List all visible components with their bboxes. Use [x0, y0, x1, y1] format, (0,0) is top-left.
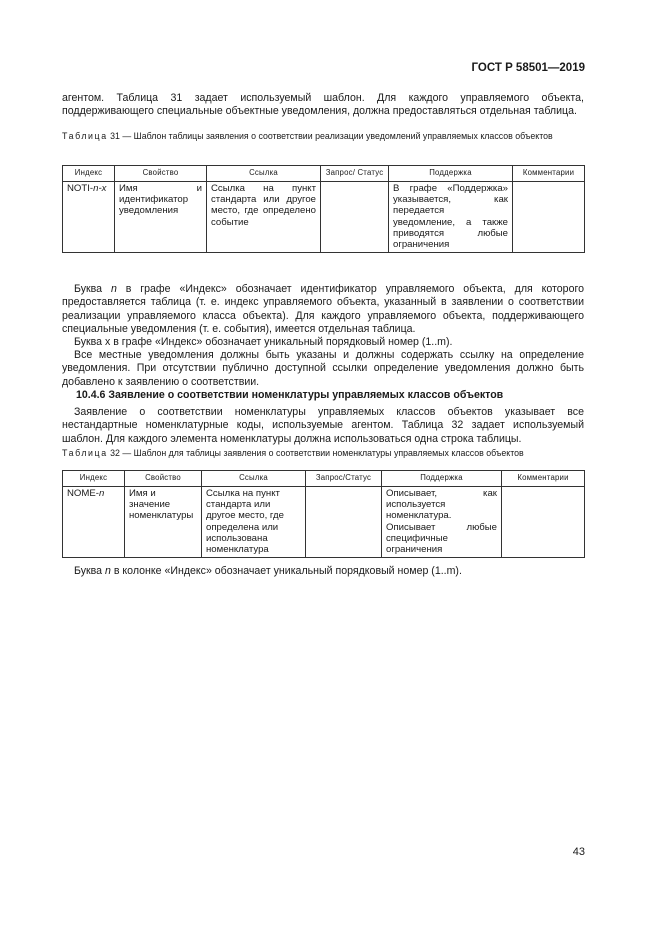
standard-code: ГОСТ Р 58501—2019 [471, 62, 585, 74]
paragraph-local-notifications: Все местные уведомления должны быть указаны и должны содержать ссылку на определение уведомления. При отсутствии публично доступной ссылки определение уведомления должно быть добавлено к заявлению о соответствии. [62, 349, 584, 388]
table31-cell-support: В графе «Поддержка» указывается, как передается уведомление, а также приводятся любые ограничения [389, 182, 513, 253]
table32-col-status: Запрос/Статус [306, 471, 382, 487]
table31-cell-reference: Ссылка на пункт стандарта или другое место, где определено событие [207, 182, 321, 253]
table31-cell-index [63, 182, 115, 253]
table32-col-comments: Комментарии [502, 471, 585, 487]
table31-caption [62, 131, 584, 142]
table31-header-row [63, 166, 585, 182]
table32-caption-text: 32 — Шаблон для таблицы заявления о соответствии номенклатуры управляемых классов объектов [110, 448, 524, 458]
table31-col-support: Поддержка [389, 166, 513, 182]
table32-header-row [63, 471, 585, 487]
final-before: Буква [74, 565, 105, 577]
section-heading: 10.4.6 Заявление о соответствии номенклатуры управляемых классов объектов [76, 389, 504, 401]
table-row [63, 487, 585, 558]
table31-col-index: Индекс [63, 166, 115, 182]
paragraph-x-index: Буква x в графе «Индекс» обозначает уникальный порядковый номер (1..m). [74, 336, 453, 348]
table32-cell-comments [502, 487, 585, 558]
table31-col-status: Запрос/ Статус [321, 166, 389, 182]
table32-col-index: Индекс [63, 471, 125, 487]
p1-before: Буква [74, 283, 111, 295]
page-number: 43 [572, 846, 585, 858]
intro-paragraph: агентом. Таблица 31 задает используемый шаблон. Для каждого управляемого объекта, поддерживающего специальные объектные уведомления, должна предоставляться отдельная таблица. [62, 92, 584, 118]
table31-cell-comments [513, 182, 585, 253]
table32-caption [62, 448, 584, 459]
table31 [62, 165, 585, 253]
p1-letter: n [110, 283, 117, 295]
table31-cell-property: Имя и идентификатор уведомления [115, 182, 207, 253]
section-paragraph: Заявление о соответствии номенклатуры управляемых классов объектов указывает все нестандартные номенклатурные коды, используемые агентом. Таблица 32 задает используемый шаблон. Для каждого элемента номенклатуры должна использоваться одна строка таблицы. [62, 406, 584, 445]
index-suffix: n [98, 488, 105, 499]
table32-col-support: Поддержка [382, 471, 502, 487]
table32-cell-status [306, 487, 382, 558]
table32-cell-property: Имя и значение номенклатуры [125, 487, 202, 558]
final-paragraph [62, 565, 584, 578]
p1-after: в графе «Индекс» обозначает идентификатор управляемого объекта, для которого предоставляется таблица (т. е. индекс управляемого объекта, указанный в заявлении о соответствии реализации управляемого класса объекта). Для каждого управляемого объекта, поддерживающего специальные уведомления (т. е. события), имеется отдельная таблица. [62, 283, 584, 335]
table32-cell-support: Описывает, как используется номенклатура. Описывает любые специфичные ограничения [382, 487, 502, 558]
index-prefix: NOTI- [67, 183, 94, 194]
table31-cell-status [321, 182, 389, 253]
table31-caption-text: 31 — Шаблон таблицы заявления о соответствии реализации уведомлений управляемых классов объектов [110, 131, 553, 141]
table31-caption-word: Таблица [62, 131, 108, 141]
index-suffix: n-x [93, 183, 107, 194]
table32-col-property: Свойство [125, 471, 202, 487]
table32-cell-index [63, 487, 125, 558]
final-letter: n [105, 565, 111, 577]
index-prefix: NOME- [67, 488, 99, 499]
table31-col-comments: Комментарии [513, 166, 585, 182]
paragraph-n-index [62, 283, 584, 336]
table-row [63, 182, 585, 253]
table32-col-reference: Ссылка [202, 471, 306, 487]
table32 [62, 470, 585, 558]
table32-cell-reference: Ссылка на пункт стандарта или другое место, где определена или использована номенклатура [202, 487, 306, 558]
final-after: в колонке «Индекс» обозначает уникальный порядковый номер (1..m). [110, 565, 462, 577]
table32-caption-word: Таблица [62, 448, 108, 458]
table31-col-property: Свойство [115, 166, 207, 182]
table31-col-reference: Ссылка [207, 166, 321, 182]
